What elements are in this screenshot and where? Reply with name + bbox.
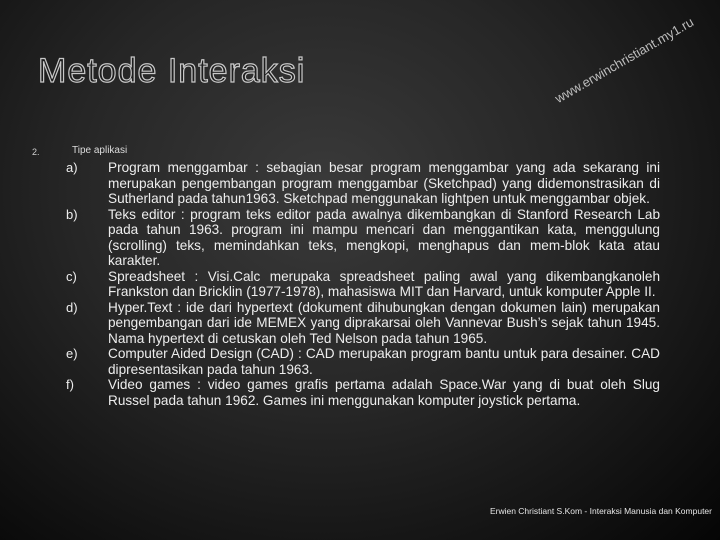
list-item bbox=[66, 346, 660, 377]
item-label: d) bbox=[66, 299, 78, 315]
item-label: e) bbox=[66, 346, 78, 361]
item-label: a) bbox=[66, 160, 78, 175]
section-title: Tipe aplikasi bbox=[72, 145, 128, 156]
list-item bbox=[66, 269, 660, 300]
list-item bbox=[66, 160, 660, 207]
item-label: c) bbox=[66, 268, 77, 284]
slide-footer: Erwien Christiant S.Kom - Interaksi Manusia dan Komputer bbox=[489, 506, 712, 516]
section-number: 2. bbox=[32, 147, 40, 157]
slide-title: Metode Interaksi bbox=[38, 52, 306, 90]
item-text: Computer Aided Design (CAD) : CAD merupakan program bantu untuk para desainer. CAD dipresentasikan pada tahun 1963. bbox=[108, 346, 660, 377]
item-text: Video games : video games grafis pertama adalah Space.War yang di buat oleh Slug Russel pada tahun 1962. Games ini menggunakan komputer joystick pertama. bbox=[108, 377, 660, 408]
item-text: Teks editor : program teks editor pada awalnya dikembangkan di Stanford Research Lab pada tahun 1963. program ini mampu mencari dan menggantikan kata, menggulung (scrolling) teks, memindahkan teks, mengkopi, menghapus dan mem-blok kata atau karakter. bbox=[108, 206, 660, 268]
item-label: b) bbox=[66, 206, 78, 222]
list-item bbox=[66, 300, 660, 347]
item-list bbox=[66, 160, 660, 408]
list-item bbox=[66, 377, 660, 408]
item-text: Program menggambar : sebagian besar program menggambar yang ada sekarang ini merupakan pengembangan program menggambar (Sketchpad) yang didemonstrasikan di Sutherland pada tahun1963. Sketchpad menggunakan lightpen untuk menggambar objek. bbox=[108, 160, 660, 206]
list-item bbox=[66, 207, 660, 269]
item-text: Spreadsheet : Visi.Calc merupaka spreadsheet paling awal yang dikembangkanoleh Frankston dan Bricklin (1977-1978), mahasiswa MIT dan Harvard, untuk komputer Apple II. bbox=[108, 268, 660, 299]
item-text: Hyper.Text : ide dari hypertext (dokument dihubungkan dengan dokumen lain) merupakan pengembangan dari ide MEMEX yang diprakarsai oleh Vannevar Bush’s sejak tahun 1945. Nama hypertext di cetuskan oleh Ted Nelson pada tahun 1965. bbox=[108, 299, 660, 346]
watermark-url: www.erwinchristiant.my1.ru bbox=[552, 14, 697, 106]
item-label: f) bbox=[66, 377, 74, 392]
